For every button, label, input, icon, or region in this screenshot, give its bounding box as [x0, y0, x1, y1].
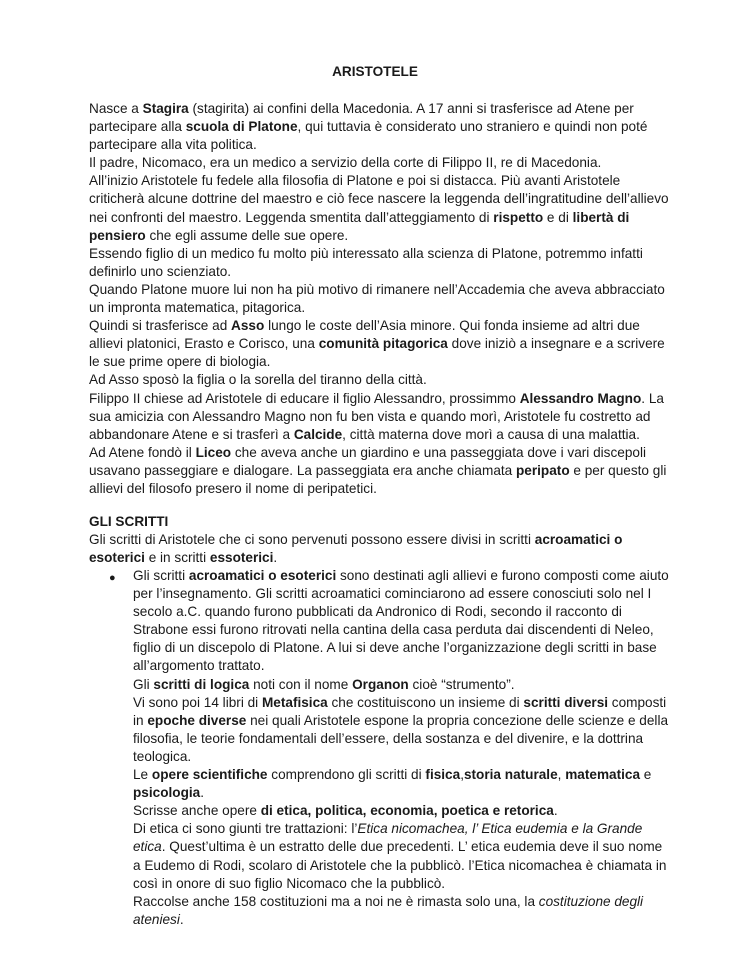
- text-run: (stagirita) ai confini della Macedonia. A 17 anni si trasferisce ad Atene per partecipare alla: [89, 101, 634, 135]
- text-run: Le: [133, 767, 152, 783]
- bold-text: Calcide: [293, 426, 343, 442]
- document-title: ARISTOTELE: [332, 64, 418, 79]
- text-run: . La sua amicizia con Alessandro Magno non fu ben vista e quando morì, Aristotele fu costretto ad abbandonare Atene e si trasferì a: [89, 390, 664, 442]
- bold-text: Alessandro Magno: [519, 390, 642, 406]
- paragraph: [89, 444, 669, 498]
- text-run: e di: [543, 209, 573, 225]
- bullet-paragraph: [133, 820, 673, 892]
- text-run: .: [553, 803, 558, 819]
- text-run: nei quali Aristotele espone la propria concezione delle scienze e della filosofia, le teorie fondamentali dell’essere, della sostanza e del divenire, e la dottrina teologica.: [133, 712, 669, 764]
- bold-text: Metafisica: [261, 694, 328, 710]
- bold-text: Asso: [231, 318, 265, 334]
- paragraph: [89, 245, 669, 281]
- text-run: Raccolse anche 158 costituzioni ma a noi ne è rimasta solo una, la: [133, 893, 539, 909]
- intro-section: [89, 100, 669, 498]
- text-run: lungo le coste dell’Asia minore. Qui fonda insieme ad altri due allievi platonici, Erasto e Corisco, una: [89, 318, 640, 352]
- text-run: Vi sono poi 14 libri di: [133, 694, 262, 710]
- bullet-icon: ●: [109, 572, 116, 584]
- paragraph: [89, 371, 669, 389]
- text-run: che aveva anche un giardino e una passeggiata dove i vari discepoli usavano passeggiare e dialogare. La passeggiata era anche chiamata: [89, 444, 646, 478]
- text-run: comprendono gli scritti di: [267, 767, 426, 783]
- text-run: .: [200, 785, 205, 801]
- bullet-list-item: [133, 567, 673, 929]
- text-run: .: [179, 911, 184, 927]
- bold-text: psicologia: [133, 785, 201, 801]
- bold-text: epoche diverse: [147, 712, 247, 728]
- paragraph: [89, 390, 669, 444]
- text-run: Di etica ci sono giunti tre trattazioni: l’: [133, 821, 358, 837]
- text-run: sono destinati agli allievi e furono composti come aiuto per l’insegnamento. Gli scritti acroamatici cominciarono ad essere conosciuti solo nel I secolo a.C. quando furono pubblicati da Andronico di Rodi, secondo il racconto di Strabone essi furono ritrovati nella cantina della casa perduta dai discendenti di Neleo, figlio di un discepolo di Platone. A lui si deve anche l’organizzazione degli scritti in base all’argomento trattato.: [133, 568, 669, 674]
- bold-text: rispetto: [493, 209, 544, 225]
- bold-text: acroamatici o esoterici: [89, 532, 623, 566]
- text-run: ,: [460, 767, 464, 783]
- text-run: Gli scritti: [133, 568, 189, 583]
- bold-text: peripato: [516, 462, 570, 478]
- text-run: Nasce a: [89, 101, 143, 116]
- bold-text: libertà di pensiero: [89, 209, 630, 243]
- text-run: Filippo II chiese ad Aristotele di educare il figlio Alessandro, prossimmo: [89, 390, 520, 406]
- text-run: cioè “strumento”.: [408, 676, 515, 692]
- text-run: Quando Platone muore lui non ha più motivo di rimanere nell’Accademia che aveva abbracciato un impronta matematica, pitagorica.: [89, 281, 665, 316]
- bullet-paragraph: [133, 567, 673, 676]
- text-run: noti con il nome: [249, 676, 353, 692]
- bold-text: Organon: [352, 676, 409, 692]
- bullet-paragraph: [133, 893, 673, 929]
- bold-text: storia naturale: [463, 767, 558, 783]
- paragraph: [89, 100, 669, 154]
- bold-text: opere scientifiche: [151, 767, 268, 783]
- bold-text: matematica: [565, 767, 641, 783]
- text-run: che costituiscono un insieme di: [327, 694, 524, 710]
- text-run: che egli assume delle sue opere.: [145, 227, 349, 243]
- paragraph: [89, 317, 669, 371]
- text-run: Il padre, Nicomaco, era un medico a servizio della corte di Filippo II, re di Macedonia.: [89, 155, 602, 171]
- bullet-paragraph: [133, 766, 673, 802]
- bold-text: fisica: [425, 767, 461, 783]
- text-run: Scrisse anche opere: [133, 803, 261, 819]
- text-run: , città materna dove morì a causa di una malattia.: [342, 426, 640, 442]
- bold-text: scritti diversi: [523, 694, 609, 710]
- italic-text: Etica nicomachea, l’ Etica eudemia e la Grande etica: [133, 821, 643, 855]
- text-run: , qui tuttavia è considerato uno straniero e quindi non poté partecipare alla vita politica.: [89, 119, 648, 153]
- bullet-paragraph: [133, 802, 673, 820]
- text-run: e: [640, 767, 652, 783]
- text-run: Ad Asso sposò la figlia o la sorella del tiranno della città.: [89, 372, 427, 388]
- bold-text: Liceo: [195, 444, 232, 460]
- text-run: All’inizio Aristotele fu fedele alla filosofia di Platone e poi si distacca. Più avanti Aristotele criticherà alcune dottrine del maestro e ciò fece nascere la leggenda dell’ingratitudine dell’allievo nei confronti del maestro. Leggenda smentita dall’atteggiamento di: [89, 173, 669, 225]
- text-run: e per questo gli allievi del filosofo presero il nome di peripatetici.: [89, 462, 667, 496]
- bold-text: comunità pitagorica: [318, 336, 448, 352]
- italic-text: costituzione degli ateniesi: [133, 893, 644, 927]
- bold-text: essoterici: [209, 550, 274, 566]
- paragraph: [89, 154, 669, 172]
- paragraph: [89, 172, 669, 244]
- text-run: Gli scritti di Aristotele che ci sono pervenuti possono essere divisi in scritti: [89, 532, 535, 547]
- bold-text: Stagira: [142, 101, 189, 116]
- bold-text: scuola di Platone: [185, 119, 298, 135]
- section-heading: GLI SCRITTI: [89, 514, 169, 529]
- bullet-paragraph: [133, 694, 673, 766]
- text-run: e in scritti: [144, 550, 210, 566]
- bullet-paragraph: [133, 676, 673, 694]
- text-run: ,: [557, 767, 566, 783]
- paragraph: [89, 281, 669, 317]
- text-run: .: [273, 550, 278, 566]
- text-run: Essendo figlio di un medico fu molto più interessato alla scienza di Platone, potremmo infatti definirlo uno scienziato.: [89, 245, 643, 279]
- bold-text: acroamatici o esoterici: [188, 568, 337, 583]
- text-run: . Quest’ultima è un estratto delle due precedenti. L’ etica eudemia deve il suo nome a Eudemo di Rodi, scolaro di Aristotele che la pubblicò. l’Etica nicomachea è chiamata in così in onore di suo figlio Nicomaco che la pubblicò.: [133, 839, 667, 891]
- text-run: Gli: [133, 676, 154, 692]
- bold-text: scritti di logica: [153, 676, 250, 692]
- bold-text: di etica, politica, economia, poetica e retorica: [260, 803, 554, 819]
- text-run: Ad Atene fondò il: [89, 444, 196, 460]
- text-run: dove iniziò a insegnare e a scrivere le sue prime opere di biologia.: [89, 336, 665, 370]
- text-run: Quindi si trasferisce ad: [89, 318, 232, 334]
- scritti-intro-paragraph: [89, 531, 669, 567]
- text-run: composti in: [133, 694, 667, 728]
